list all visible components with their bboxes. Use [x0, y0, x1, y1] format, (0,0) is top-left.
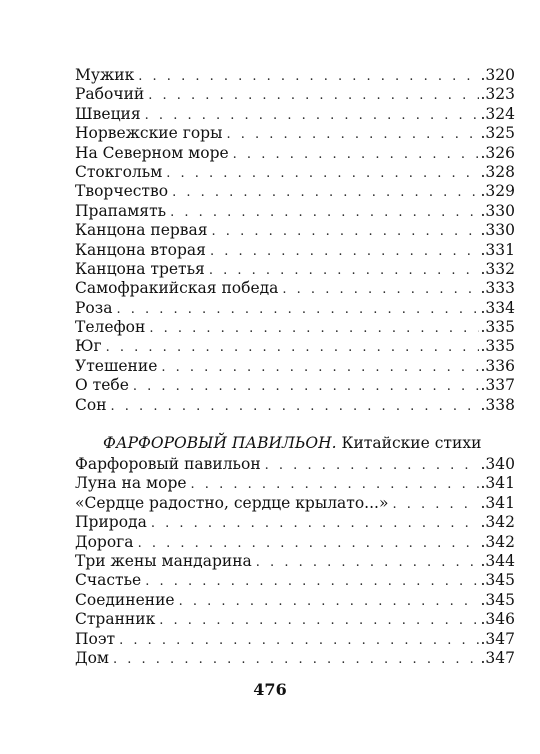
dot-leader: [111, 397, 480, 415]
toc-entry-page: .335: [480, 318, 515, 337]
toc-list-group-1: [75, 66, 515, 415]
toc-entry-title: Дорога: [75, 532, 134, 551]
toc-entry-title: Норвежские горы: [75, 124, 223, 143]
toc-entry-title: Юг: [75, 337, 102, 356]
toc-entry-title: Мужик: [75, 66, 135, 84]
toc-entry-title: Утешение: [75, 356, 158, 375]
section-heading: [103, 433, 515, 453]
toc-list-group-2: [75, 455, 515, 668]
toc-entry-title: Прапамять: [75, 201, 167, 220]
dot-leader: [119, 631, 479, 649]
toc-entry-page: .335: [480, 337, 515, 356]
toc-entry-title: Фарфоровый павильон: [75, 455, 261, 474]
toc-entry: [75, 630, 515, 649]
toc-entry-title: Сон: [75, 395, 107, 414]
toc-entry: [75, 221, 515, 240]
toc-entry-page: .320: [480, 66, 515, 84]
toc-entry: [75, 649, 515, 668]
dot-leader: [210, 242, 480, 260]
toc-entry-title: Соединение: [75, 590, 175, 609]
toc-entry-page: .347: [480, 629, 515, 648]
toc-entry-page: .341: [480, 493, 515, 512]
toc-entry: [75, 85, 515, 104]
dot-leader: [256, 553, 480, 571]
toc-entry: [75, 163, 515, 182]
toc-entry-title: Три жены мандарина: [75, 551, 252, 570]
toc-entry-title: Природа: [75, 513, 147, 532]
toc-entry: [75, 396, 515, 415]
toc-entry: [75, 202, 515, 221]
toc-entry-title: Канцона первая: [75, 221, 208, 240]
toc-entry: [75, 513, 515, 532]
toc-entry-title: Творчество: [75, 182, 169, 201]
toc-entry-title: «Сердце радостно, сердце крылато...»: [75, 493, 389, 512]
toc-entry-title: О тебе: [75, 376, 129, 395]
dot-leader: [149, 319, 479, 337]
dot-leader: [233, 145, 480, 163]
toc-entry: [75, 357, 515, 376]
toc-entry: [75, 260, 515, 279]
dot-leader: [392, 495, 479, 513]
toc-entry-title: Телефон: [75, 318, 146, 337]
dot-leader: [113, 650, 479, 668]
toc-entry-title: На Северном море: [75, 143, 229, 162]
toc-entry-page: .323: [480, 85, 515, 104]
toc-entry-title: Швеция: [75, 104, 141, 123]
toc-entry: [75, 494, 515, 513]
toc-entry-page: .341: [480, 474, 515, 493]
toc-entry-title: Странник: [75, 610, 156, 629]
toc-entry-page: .347: [480, 648, 515, 667]
toc-entry-page: .326: [480, 143, 515, 162]
toc-entry-title: Канцона вторая: [75, 240, 206, 259]
toc-entry: [75, 241, 515, 260]
toc-entry-title: Поэт: [75, 629, 116, 648]
dot-leader: [138, 534, 480, 552]
dot-leader: [226, 125, 479, 143]
section-subtitle: Китайские стихи: [341, 434, 482, 453]
dot-leader: [161, 358, 479, 376]
dot-leader: [209, 261, 480, 279]
toc-entry: [75, 318, 515, 337]
dot-leader: [159, 611, 479, 629]
toc-entry-page: .324: [480, 104, 515, 123]
toc-entry-page: .333: [480, 279, 515, 298]
dot-leader: [179, 592, 480, 610]
page-number: 476: [253, 680, 287, 699]
toc-entry-title: Дом: [75, 648, 109, 667]
dot-leader: [282, 280, 479, 298]
toc-entry: [75, 533, 515, 552]
toc-entry-page: .337: [480, 376, 515, 395]
dot-leader: [106, 338, 480, 356]
toc-entry-page: .344: [480, 551, 515, 570]
toc-entry-page: .330: [480, 221, 515, 240]
dot-leader: [265, 456, 480, 474]
dot-leader: [151, 514, 480, 532]
toc-entry: [75, 455, 515, 474]
toc-entry-page: .332: [480, 259, 515, 278]
toc-entry-title: Стокгольм: [75, 162, 163, 181]
toc-page: [75, 66, 515, 668]
toc-entry-page: .329: [480, 182, 515, 201]
dot-leader: [145, 572, 479, 590]
dot-leader: [191, 475, 480, 493]
toc-entry-page: .340: [480, 455, 515, 474]
toc-entry: [75, 299, 515, 318]
dot-leader: [170, 203, 479, 221]
toc-entry-page: .338: [480, 395, 515, 414]
dot-leader: [172, 183, 479, 201]
toc-entry-page: .328: [480, 162, 515, 181]
toc-entry-title: Роза: [75, 298, 113, 317]
toc-entry-page: .334: [480, 298, 515, 317]
dot-leader: [138, 67, 479, 85]
dot-leader: [166, 164, 479, 182]
toc-entry: [75, 124, 515, 143]
dot-leader: [145, 106, 480, 124]
toc-entry: [75, 182, 515, 201]
toc-entry-page: .346: [480, 610, 515, 629]
toc-entry-title: Самофракийская победа: [75, 279, 279, 298]
toc-entry: [75, 610, 515, 629]
dot-leader: [116, 300, 479, 318]
toc-entry-title: Счастье: [75, 571, 142, 590]
toc-entry-page: .331: [480, 240, 515, 259]
toc-entry: [75, 376, 515, 395]
toc-entry-page: .330: [480, 201, 515, 220]
toc-entry: [75, 337, 515, 356]
toc-entry-page: .345: [480, 571, 515, 590]
dot-leader: [133, 377, 480, 395]
toc-entry: [75, 144, 515, 163]
toc-entry-page: .325: [480, 124, 515, 143]
toc-entry-title: Канцона третья: [75, 259, 205, 278]
toc-entry: [75, 279, 515, 298]
toc-entry: [75, 552, 515, 571]
toc-entry: [75, 66, 515, 85]
dot-leader: [212, 222, 480, 240]
toc-entry: [75, 571, 515, 590]
toc-entry-page: .345: [480, 590, 515, 609]
toc-entry-title: Луна на море: [75, 474, 187, 493]
section-title: ФАРФОРОВЫЙ ПАВИЛЬОН.: [103, 434, 337, 453]
toc-entry: [75, 105, 515, 124]
toc-entry-title: Рабочий: [75, 85, 145, 104]
toc-entry: [75, 591, 515, 610]
toc-entry-page: .342: [480, 532, 515, 551]
toc-entry-page: .336: [480, 356, 515, 375]
dot-leader: [148, 86, 479, 104]
toc-entry: [75, 474, 515, 493]
toc-entry-page: .342: [480, 513, 515, 532]
